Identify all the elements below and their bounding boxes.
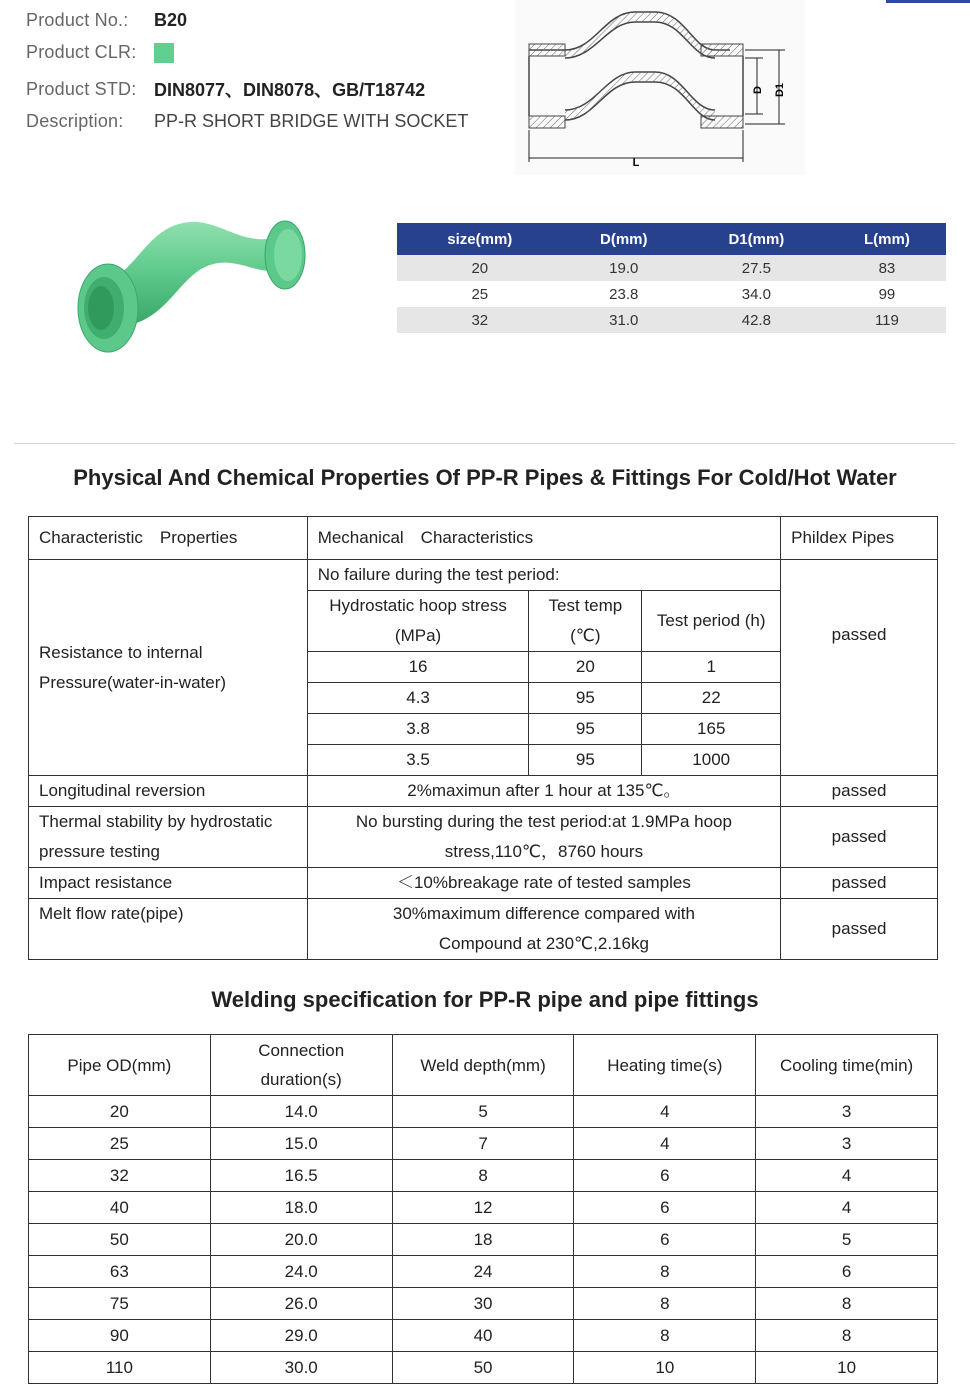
product-std-row — [26, 76, 425, 102]
table-cell: 20 — [529, 652, 642, 683]
table-cell: 30 — [392, 1288, 574, 1320]
size-table-header — [397, 223, 946, 255]
heating-time-header: Heating time(s) — [574, 1035, 756, 1096]
table-cell: 22 — [642, 683, 781, 714]
product-photo — [70, 210, 320, 355]
table-row — [29, 899, 938, 960]
right-socket-top — [701, 44, 743, 56]
table-cell: 3.5 — [307, 745, 529, 776]
product-desc-row — [26, 111, 468, 132]
table-cell: 75 — [29, 1288, 211, 1320]
property-desc: 30%maximum difference compared with Compound at 230℃,2.16kg — [307, 899, 780, 960]
product-std-value: DIN8077、DIN8078、GB/T18742 — [154, 80, 426, 100]
property-desc: 2%maximun after 1 hour at 135℃。 — [307, 776, 780, 807]
welding-title: Welding specification for PP-R pipe and pipe fittings — [211, 987, 759, 1012]
table-cell: 4 — [756, 1192, 938, 1224]
product-desc-label: Description: — [26, 111, 124, 131]
table-cell: 165 — [642, 714, 781, 745]
table-row — [29, 1256, 938, 1288]
bridge-technical-drawing — [515, 0, 805, 175]
product-color-swatch — [154, 43, 174, 63]
table-cell: 8 — [392, 1160, 574, 1192]
table-cell: 4 — [756, 1160, 938, 1192]
table-cell: 50 — [392, 1352, 574, 1384]
table-cell: 32 — [29, 1160, 211, 1192]
table-cell: 42.8 — [685, 307, 828, 333]
table-cell: 34.0 — [741, 285, 771, 303]
table-cell: 15.0 — [210, 1128, 392, 1160]
table-cell: 6 — [756, 1256, 938, 1288]
phildex-header: Phildex Pipes — [781, 517, 938, 560]
dimension-l-label: L — [632, 157, 640, 169]
property-name: Longitudinal reversion — [29, 776, 308, 807]
product-no-row — [26, 10, 187, 31]
table-cell: 12 — [392, 1192, 574, 1224]
property-name: Thermal stability by hydrostatic pressure testing — [29, 807, 308, 868]
table-cell: 16.5 — [210, 1160, 392, 1192]
table-cell: 95 — [529, 745, 642, 776]
no-failure-text: No failure during the test period: — [307, 560, 780, 591]
table-cell: 40 — [392, 1320, 574, 1352]
table-row — [29, 868, 938, 899]
table-cell: 1000 — [642, 745, 781, 776]
test-temp-header: Test temp (℃) — [529, 591, 642, 652]
table-cell: 8 — [574, 1288, 756, 1320]
table-row — [29, 1288, 938, 1320]
property-name: Impact resistance — [29, 868, 308, 899]
table-cell: 19.0 — [563, 255, 685, 281]
table-row — [29, 560, 938, 591]
table-row — [29, 807, 938, 868]
table-row — [29, 1128, 938, 1160]
property-desc: No bursting during the test period:at 1.9MPa hoop stress,110℃，8760 hours — [307, 807, 780, 868]
welding-table — [28, 1034, 938, 1384]
resistance-label: Resistance to internal Pressure(water-in-water) — [29, 560, 308, 776]
test-period-header: Test period (h) — [642, 591, 781, 652]
table-cell: 25 — [29, 1128, 211, 1160]
table-cell: 63 — [29, 1256, 211, 1288]
product-no-label: Product No.: — [26, 10, 129, 30]
table-row — [29, 1160, 938, 1192]
table-cell: 14.0 — [210, 1096, 392, 1128]
table-cell: 99 — [878, 285, 896, 303]
right-socket-bottom — [701, 116, 743, 128]
table-cell: 29.0 — [210, 1320, 392, 1352]
table-row — [29, 1192, 938, 1224]
table-row — [397, 281, 946, 307]
property-result: passed — [781, 899, 938, 960]
connection-duration-header: Connection duration(s) — [210, 1035, 392, 1096]
table-cell: 50 — [29, 1224, 211, 1256]
table-row — [29, 1224, 938, 1256]
table-row — [29, 1320, 938, 1352]
table-cell: 20.0 — [210, 1224, 392, 1256]
l-header: L(mm) — [828, 223, 946, 255]
welding-header-row — [29, 1035, 938, 1096]
left-socket-bottom — [529, 116, 565, 128]
product-std-label: Product STD: — [26, 78, 137, 99]
welding-table-body — [29, 1096, 938, 1384]
table-row — [29, 1352, 938, 1384]
dimension-d-label: D — [752, 86, 764, 94]
property-result: passed — [781, 868, 938, 899]
table-cell: 3 — [756, 1096, 938, 1128]
section-divider — [14, 443, 955, 444]
property-name: Melt flow rate(pipe) — [29, 899, 308, 960]
dimension-d1-label: D1 — [774, 82, 786, 98]
table-cell: 8 — [574, 1256, 756, 1288]
table-cell: 83 — [828, 255, 946, 281]
table-cell: 4.3 — [307, 683, 529, 714]
properties-title: Physical And Chemical Properties Of PP-R Pipes & Fittings For Cold/Hot Water — [73, 465, 897, 490]
table-cell: 5 — [392, 1096, 574, 1128]
table-cell: 31.0 — [563, 307, 685, 333]
table-cell: 30.0 — [210, 1352, 392, 1384]
product-desc-value: PP-R SHORT BRIDGE WITH SOCKET — [154, 111, 469, 131]
property-desc: ＜10%breakage rate of tested samples — [307, 868, 780, 899]
product-clr-label: Product CLR: — [26, 42, 137, 62]
table-cell: 90 — [29, 1320, 211, 1352]
size-table — [397, 223, 946, 333]
table-cell: 95 — [529, 683, 642, 714]
property-result: passed — [781, 776, 938, 807]
size-header: size(mm) — [397, 223, 563, 255]
d-header: D(mm) — [563, 223, 685, 255]
table-cell: 10 — [756, 1352, 938, 1384]
table-cell: 18 — [392, 1224, 574, 1256]
table-cell: 24.0 — [210, 1256, 392, 1288]
table-row — [397, 307, 946, 333]
mechanical-header: Mechanical Characteristics — [307, 517, 780, 560]
table-row — [29, 517, 938, 560]
table-cell: 8 — [756, 1288, 938, 1320]
table-cell: 16 — [307, 652, 529, 683]
table-cell: 1 — [642, 652, 781, 683]
table-cell: 27.5 — [685, 255, 828, 281]
weld-depth-header: Weld depth(mm) — [392, 1035, 574, 1096]
table-cell: 7 — [392, 1128, 574, 1160]
table-cell: 8 — [756, 1320, 938, 1352]
right-flange-face — [274, 229, 302, 281]
table-cell: 26.0 — [210, 1288, 392, 1320]
table-cell: 3.8 — [307, 714, 529, 745]
table-cell: 24 — [392, 1256, 574, 1288]
table-cell: 8 — [574, 1320, 756, 1352]
properties-table — [28, 516, 938, 960]
left-socket-top — [529, 44, 565, 56]
property-result: passed — [781, 807, 938, 868]
d1-header: D1(mm) — [685, 223, 828, 255]
table-cell: 25 — [471, 285, 489, 303]
product-no-value: B20 — [154, 10, 188, 30]
table-cell: 119 — [828, 307, 946, 333]
table-cell: 6 — [574, 1224, 756, 1256]
table-row — [397, 255, 946, 281]
table-cell: 10 — [574, 1352, 756, 1384]
table-cell: 5 — [756, 1224, 938, 1256]
table-cell: 6 — [574, 1192, 756, 1224]
table-row — [29, 776, 938, 807]
top-accent-bar — [886, 0, 970, 3]
pipe-od-header: Pipe OD(mm) — [29, 1035, 211, 1096]
table-cell: 40 — [29, 1192, 211, 1224]
table-cell: 95 — [529, 714, 642, 745]
table-cell: 110 — [29, 1352, 211, 1384]
product-clr-row — [26, 42, 174, 63]
hoop-stress-header: Hydrostatic hoop stress (MPa) — [307, 591, 529, 652]
table-row — [29, 1096, 938, 1128]
table-cell: 3 — [756, 1128, 938, 1160]
table-cell: 18.0 — [210, 1192, 392, 1224]
table-cell: 6 — [574, 1160, 756, 1192]
left-flange-inner — [88, 286, 114, 330]
table-cell: 20 — [397, 255, 563, 281]
resistance-result: passed — [781, 560, 938, 776]
table-cell: 4 — [574, 1128, 756, 1160]
cooling-time-header: Cooling time(min) — [756, 1035, 938, 1096]
table-cell: 23.8 — [609, 285, 639, 303]
characteristic-header: Characteristic Properties — [29, 517, 308, 560]
table-cell: 20 — [29, 1096, 211, 1128]
table-cell: 4 — [574, 1096, 756, 1128]
table-cell: 32 — [397, 307, 563, 333]
